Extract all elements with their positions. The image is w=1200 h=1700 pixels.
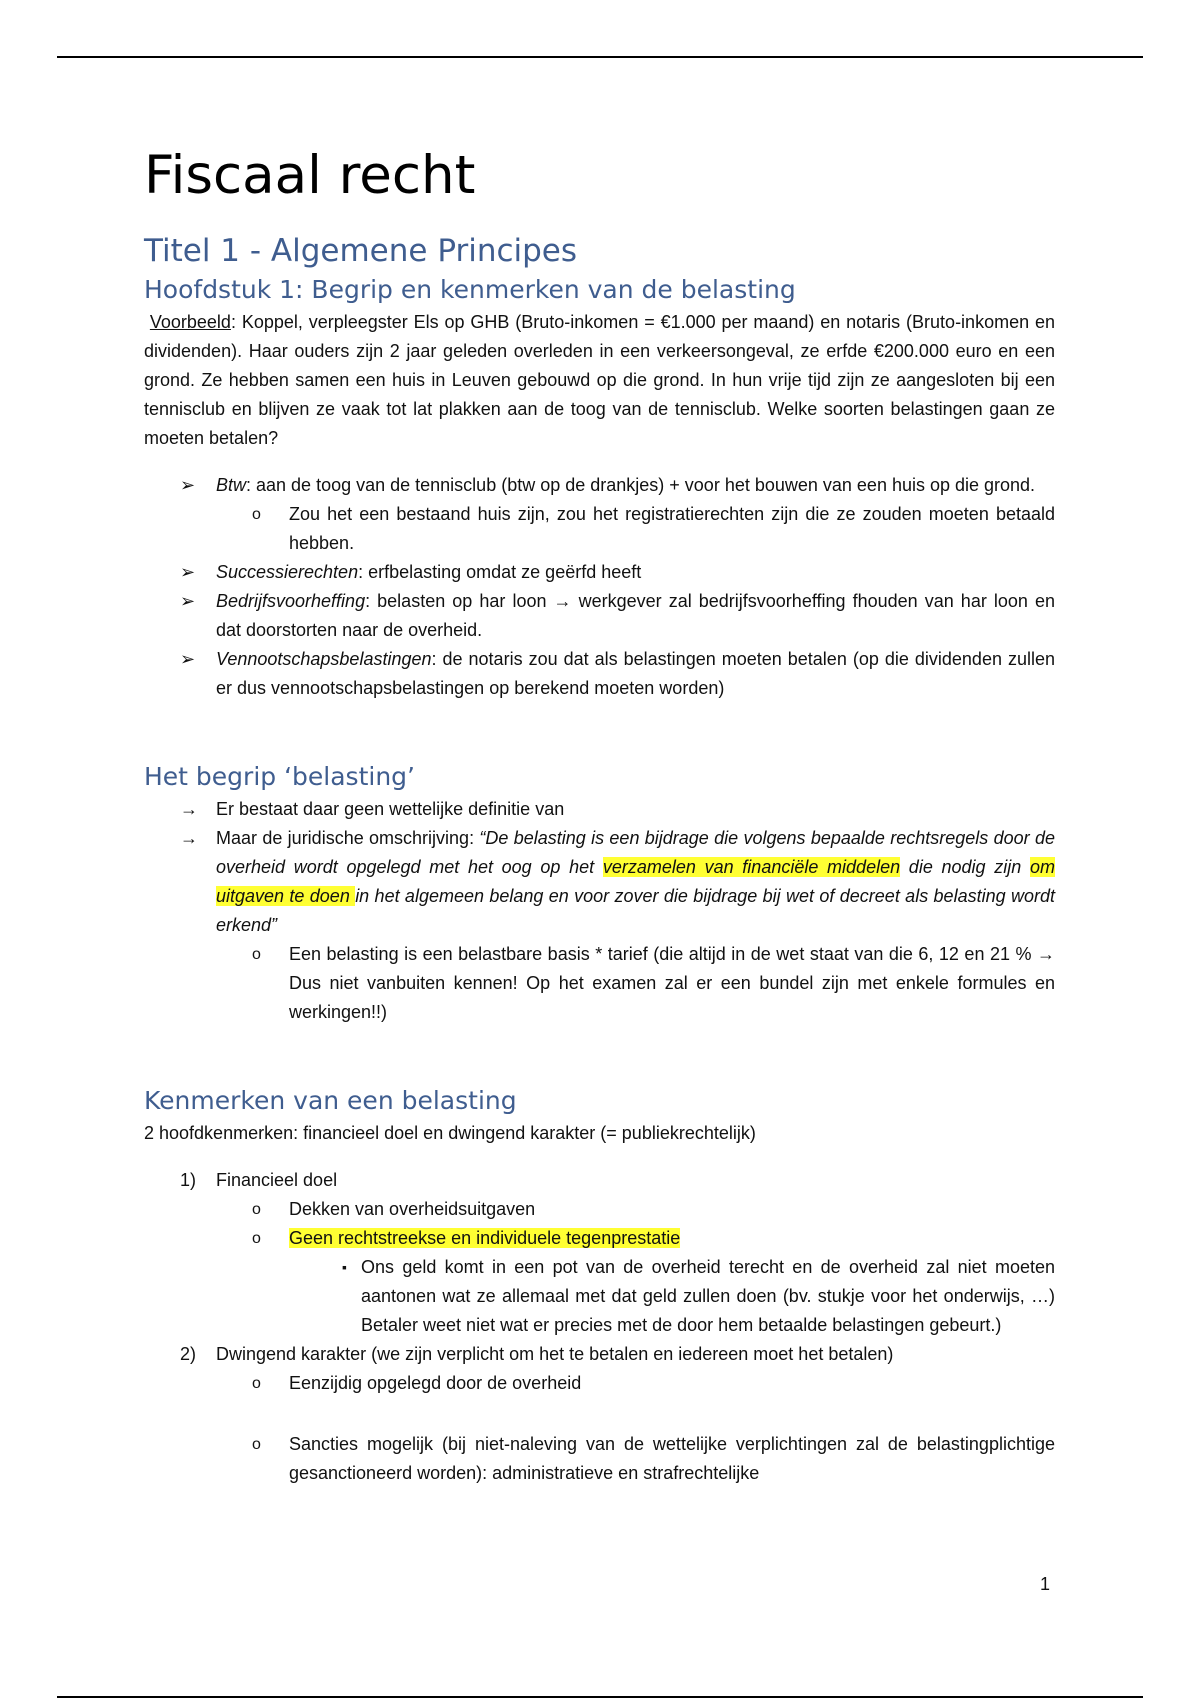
highlight: om uitgaven te doen bbox=[216, 857, 1055, 906]
heading-kenmerken: Kenmerken van een belasting bbox=[144, 1086, 517, 1115]
list-item: o Zou het een bestaand huis zijn, zou het registratierechten zijn die ze zouden moeten betaald hebben. bbox=[144, 500, 1055, 558]
bottom-rule bbox=[57, 1696, 1143, 1698]
list-item: ➢ Bedrijfsvoorheffing: belasten op har loon → werkgever zal bedrijfsvoorheffing fhouden van har loon en dat doorstorten naar de overheid. bbox=[144, 587, 1055, 645]
list-item: ➢ Btw: aan de toog van de tennisclub (btw op de drankjes) + voor het bouwen van een huis op die grond. bbox=[144, 471, 1055, 500]
list-number: 2) bbox=[180, 1344, 197, 1364]
list-item: 1) Financieel doel bbox=[144, 1166, 1055, 1195]
circle-bullet-icon: o bbox=[252, 506, 261, 523]
list-item: o Sancties mogelijk (bij niet-naleving van de wettelijke verplichtingen zal de belastingplichtige gesanctioneerd worden): administratieve en strafrechtelijke bbox=[144, 1430, 1055, 1488]
list-item: o Eenzijdig opgelegd door de overheid bbox=[144, 1369, 1055, 1398]
list-item bbox=[144, 1224, 1055, 1253]
arrow-bullet-icon: → bbox=[180, 828, 198, 848]
list-item: → Maar de juridische omschrijving: “De belasting is een bijdrage die volgens bepaalde rechtsregels door de overheid wordt opgelegd met het oog op het verzamelen van financiële middelen die nodig zijn om uitgaven te doen in het algemeen belang en voor zover die bijdrage bij wet of decreet als belasting wordt erkend” bbox=[144, 824, 1055, 940]
arrowhead-bullet-icon: ➢ bbox=[180, 591, 196, 611]
list-number: 1) bbox=[180, 1170, 197, 1190]
kenmerken-list bbox=[144, 1166, 1055, 1488]
list-item: → Er bestaat daar geen wettelijke definitie van bbox=[144, 795, 1055, 824]
square-bullet-icon: ▪ bbox=[342, 1259, 347, 1275]
document-page bbox=[144, 140, 1055, 1488]
voorbeeld-label: Voorbeeld bbox=[149, 312, 231, 332]
list-item: ➢ Vennootschapsbelastingen: de notaris zou dat als belastingen moeten betalen (op die dividenden zullen er dus vennootschapsbelastingen op berekend moeten worden) bbox=[144, 645, 1055, 703]
begrip-list bbox=[144, 795, 1055, 1027]
list-item: o Een belasting is een belastbare basis * tarief (die altijd in de wet staat van die 6, 12 en 21 % → Dus niet vanbuiten kennen! Op het examen zal er een bundel zijn met enkele formules en werkingen!!) bbox=[144, 940, 1055, 1027]
circle-bullet-icon: o bbox=[252, 1436, 261, 1453]
arrowhead-bullet-icon: ➢ bbox=[180, 562, 196, 582]
list-item: ▪ Ons geld komt in een pot van de overheid terecht en de overheid zal niet moeten aantonen wat ze allemaal met dat geld zullen doen (bv. stukje voor het onderwijs, …) Betaler weet niet wat er precies met de door hem betaalde belastingen gebeurt.) bbox=[144, 1253, 1055, 1340]
top-rule bbox=[57, 56, 1143, 58]
highlight: Geen rechtstreekse en individuele tegenprestatie bbox=[289, 1228, 681, 1248]
highlight: verzamelen van financiële middelen bbox=[602, 857, 901, 877]
arrow-bullet-icon: → bbox=[180, 799, 198, 819]
list-item: o Dekken van overheidsuitgaven bbox=[144, 1195, 1055, 1224]
arrowhead-bullet-icon: ➢ bbox=[180, 475, 196, 495]
list-item: ➢ Successierechten: erfbelasting omdat ze geërfd heeft bbox=[144, 558, 1055, 587]
heading-begrip: Het begrip ‘belasting’ bbox=[144, 762, 415, 791]
circle-bullet-icon: o bbox=[252, 1375, 261, 1392]
list-item: 2) Dwingend karakter (we zijn verplicht om het te betalen en iedereen moet het betalen) bbox=[144, 1340, 1055, 1369]
heading-hoofdstuk-1: Hoofdstuk 1: Begrip en kenmerken van de belasting bbox=[144, 275, 796, 304]
heading-titel-1: Titel 1 - Algemene Principes bbox=[144, 233, 578, 269]
circle-bullet-icon: o bbox=[252, 1201, 261, 1218]
arrowhead-bullet-icon: ➢ bbox=[180, 649, 196, 669]
circle-bullet-icon: o bbox=[252, 1230, 261, 1247]
kenmerken-intro: 2 hoofdkenmerken: financieel doel en dwingend karakter (= publiekrechtelijk) bbox=[144, 1123, 756, 1143]
document-title: Fiscaal recht bbox=[144, 145, 476, 206]
circle-bullet-icon: o bbox=[252, 946, 261, 963]
belastingen-list bbox=[144, 471, 1055, 703]
voorbeeld-paragraph bbox=[144, 308, 1055, 453]
voorbeeld-text: : Koppel, verpleegster Els op GHB (Bruto-inkomen = €1.000 per maand) en notaris (Bruto-inkomen en dividenden). Haar ouders zijn 2 jaar geleden overleden in een verkeersongeval, ze erfde €200.000 euro en een grond. Ze hebben samen een huis in Leuven gebouwd op die grond. In hun vrije tijd zijn ze aangesloten bij een tennisclub en blijven ze vaak tot lat plakken aan de toog van de tennisclub. Welke soorten belastingen gaan ze moeten betalen? bbox=[144, 312, 1055, 448]
page-number: 1 bbox=[1040, 1574, 1051, 1594]
